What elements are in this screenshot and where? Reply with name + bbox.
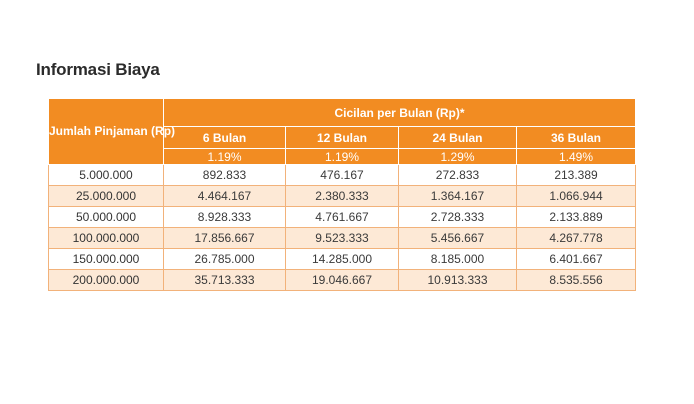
table-row xyxy=(49,165,636,186)
tenor-header: 6 Bulan xyxy=(164,127,286,149)
rate-header: 1.19% xyxy=(286,149,399,165)
installment-cell: 26.785.000 xyxy=(164,249,286,270)
loan-amount-header-label: Jumlah Pinjaman (Rp) xyxy=(49,124,176,138)
installment-cell: 6.401.667 xyxy=(517,249,636,270)
installment-cell: 5.456.667 xyxy=(399,228,517,249)
installment-cell: 4.761.667 xyxy=(286,207,399,228)
installment-cell: 2.133.889 xyxy=(517,207,636,228)
loan-amount-cell: 100.000.000 xyxy=(49,228,164,249)
rate-header: 1.29% xyxy=(399,149,517,165)
installment-cell: 8.185.000 xyxy=(399,249,517,270)
loan-amount-cell: 25.000.000 xyxy=(49,186,164,207)
table-body xyxy=(49,165,636,291)
installment-cell: 1.066.944 xyxy=(517,186,636,207)
table-row xyxy=(49,249,636,270)
loan-amount-cell: 5.000.000 xyxy=(49,165,164,186)
loan-amount-cell: 200.000.000 xyxy=(49,270,164,291)
installment-cell: 272.833 xyxy=(399,165,517,186)
installment-cell: 2.380.333 xyxy=(286,186,399,207)
installment-cell: 9.523.333 xyxy=(286,228,399,249)
installment-cell: 213.389 xyxy=(517,165,636,186)
installment-cell: 2.728.333 xyxy=(399,207,517,228)
installment-cell: 14.285.000 xyxy=(286,249,399,270)
installment-cell: 1.364.167 xyxy=(399,186,517,207)
rate-header: 1.19% xyxy=(164,149,286,165)
table-row xyxy=(49,270,636,291)
tenor-header: 12 Bulan xyxy=(286,127,399,149)
installment-cell: 476.167 xyxy=(286,165,399,186)
table-header xyxy=(49,99,636,165)
installment-cell: 4.464.167 xyxy=(164,186,286,207)
installment-cell: 8.535.556 xyxy=(517,270,636,291)
monthly-installment-header: Cicilan per Bulan (Rp)* xyxy=(164,99,636,127)
loan-amount-cell: 50.000.000 xyxy=(49,207,164,228)
installment-cell: 35.713.333 xyxy=(164,270,286,291)
installment-cell: 17.856.667 xyxy=(164,228,286,249)
installment-cell: 10.913.333 xyxy=(399,270,517,291)
tenor-header: 24 Bulan xyxy=(399,127,517,149)
installment-cell: 4.267.778 xyxy=(517,228,636,249)
table-row xyxy=(49,228,636,249)
fee-table xyxy=(48,98,636,291)
installment-cell: 8.928.333 xyxy=(164,207,286,228)
section-title: Informasi Biaya xyxy=(36,60,160,79)
installment-cell: 19.046.667 xyxy=(286,270,399,291)
tenor-header: 36 Bulan xyxy=(517,127,636,149)
table-row xyxy=(49,186,636,207)
loan-amount-header xyxy=(49,99,176,165)
table-row xyxy=(49,207,636,228)
rate-header: 1.49% xyxy=(517,149,636,165)
loan-amount-cell: 150.000.000 xyxy=(49,249,164,270)
installment-cell: 892.833 xyxy=(164,165,286,186)
